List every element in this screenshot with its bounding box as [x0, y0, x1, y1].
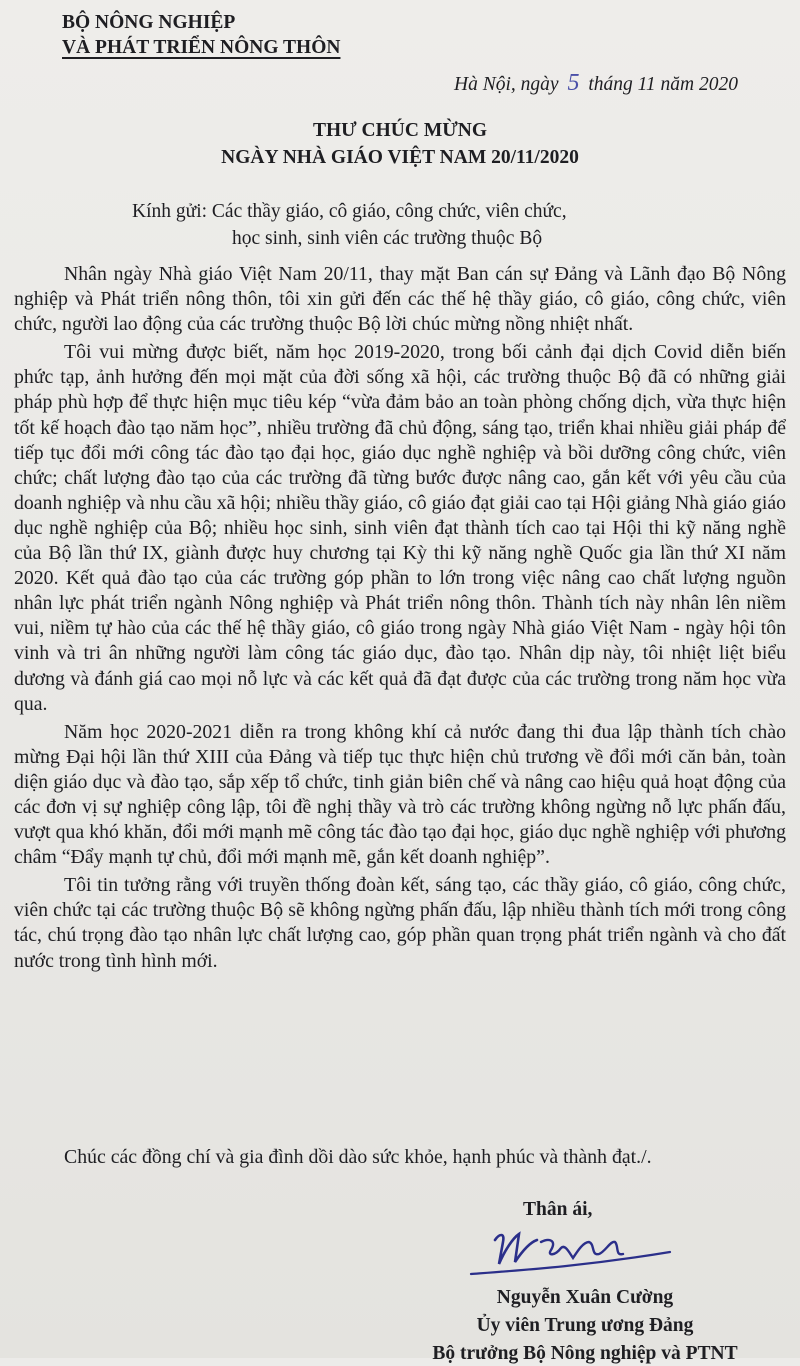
salutation: Thân ái, — [523, 1199, 593, 1220]
signer-title-2: Bộ trưởng Bộ Nông nghiệp và PTNT — [432, 1343, 738, 1364]
org-line-1: BỘ NÔNG NGHIỆP — [62, 12, 236, 33]
letter-title — [0, 117, 800, 171]
body-paragraph: Tôi vui mừng được biết, năm học 2019-2020, trong bối cảnh đại dịch Covid diễn biến phức tạp, ảnh hưởng đến mọi mặt của đời sống xã hội, các trường thuộc Bộ đã có những giải pháp phù hợp để thực hiện mục tiêu kép “vừa đảm bảo an toàn phòng chống dịch, vừa thực hiện tốt kế hoạch đào tạo năm học”, nhiều trường đã chủ động, sáng tạo, triển khai nhiều giải pháp để tiếp tục đổi mới công tác đào tạo đại học, giáo dục nghề nghiệp và bồi dưỡng công chức, viên chức; chất lượng đào tạo của các trường đã từng bước được nâng cao, gắn kết với yêu cầu của doanh nghiệp và nhu cầu xã hội; nhiều thầy giáo, cô giáo đạt giải cao tại Hội giảng Nhà giáo giáo dục nghề nghiệp của Bộ; nhiều học sinh, sinh viên đạt thành tích cao tại Hội thi kỹ năng nghề của Bộ lần thứ IX, giành được huy chương tại Kỳ thi kỹ năng nghề Quốc gia lần thứ XI năm 2020. Kết quả đào tạo của các trường góp phần to lớn trong việc nâng cao chất lượng nguồn nhân lực phát triển ngành Nông nghiệp và Phát triển nông thôn. Thành tích này nhân lên niềm vui, niềm tự hào của các thế hệ thầy giáo, cô giáo trong ngày Nhà giáo Việt Nam - ngày hội tôn vinh và tri ân những người làm công tác giáo dục, đào tạo. Nhân dịp này, tôi nhiệt liệt biểu dương và đánh giá cao mọi nỗ lực và các kết quả đã đạt được của các trường trong năm học vừa qua. — [14, 341, 786, 715]
letter-body — [14, 262, 786, 977]
recipient-block — [132, 198, 567, 252]
title-line-1: THƯ CHÚC MỪNG — [312, 120, 488, 141]
signer-name: Nguyễn Xuân Cường — [496, 1287, 674, 1308]
recipient-line-1: Kính gửi: Các thầy giáo, cô giáo, công chức, viên chức, — [132, 201, 567, 222]
signer-title-1: Ủy viên Trung ương Đảng — [476, 1315, 694, 1336]
closing-wish: Chúc các đồng chí và gia đình dồi dào sức khỏe, hạnh phúc và thành đạt./. — [64, 1146, 652, 1168]
date-day-handwritten: 5 — [567, 70, 580, 96]
body-paragraph: Năm học 2020-2021 diễn ra trong không khí cả nước đang thi đua lập thành tích chào mừng Đại hội lần thứ XIII của Đảng và tiếp tục thực hiện chủ trương về đổi mới căn bản, toàn diện giáo dục và đào tạo, sắp xếp tổ chức, tinh giản biên chế và nâng cao hiệu quả hoạt động của các đơn vị sự nghiệp công lập, tôi đề nghị thầy và trò các trường không ngừng nỗ lực phấn đấu, vượt qua khó khăn, đổi mới mạnh mẽ công tác đào tạo đại học, giáo dục nghề nghiệp với phương châm “Đẩy mạnh tự chủ, đổi mới mạnh mẽ, gắn kết doanh nghiệp”. — [14, 720, 786, 869]
date-suffix: tháng 11 năm 2020 — [588, 74, 738, 95]
body-paragraph: Nhân ngày Nhà giáo Việt Nam 20/11, thay mặt Ban cán sự Đảng và Lãnh đạo Bộ Nông nghiệp và Phát triển nông thôn, tôi xin gửi đến các thế hệ thầy giáo, cô giáo, công chức, viên chức, người lao động của các trường thuộc Bộ lời chúc mừng nồng nhiệt nhất. — [14, 263, 786, 336]
handwritten-signature — [465, 1212, 675, 1284]
org-line-2: VÀ PHÁT TRIỂN NÔNG THÔN — [62, 37, 341, 58]
body-paragraph: Tôi tin tưởng rằng với truyền thống đoàn kết, sáng tạo, các thầy giáo, cô giáo, công chức, viên chức tại các trường thuộc Bộ sẽ không ngừng phấn đấu, lập nhiều thành tích mới trong công tác, chú trọng đào tạo nhân lực chất lượng cao, góp phần quan trọng phát triển ngành và cho đất nước trong tình hình mới. — [14, 874, 786, 972]
place-date-line — [454, 70, 738, 97]
date-prefix: Hà Nội, ngày — [454, 74, 559, 95]
title-line-2: NGÀY NHÀ GIÁO VIỆT NAM 20/11/2020 — [221, 147, 579, 168]
recipient-line-2: học sinh, sinh viên các trường thuộc Bộ — [232, 228, 543, 249]
issuing-organization — [62, 10, 340, 60]
